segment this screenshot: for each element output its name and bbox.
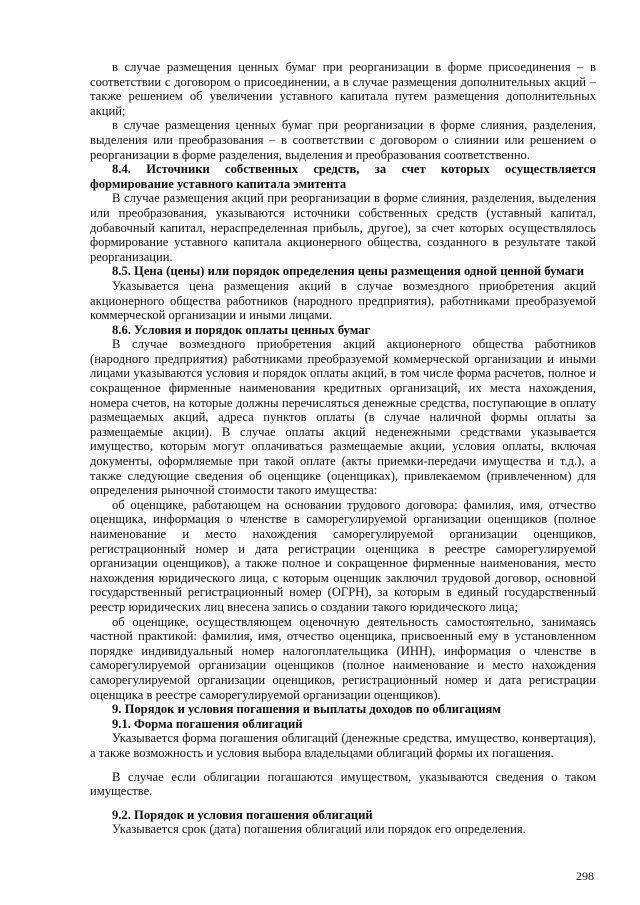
paragraph-merger-placement: в случае размещения ценных бумаг при реорганизации в форме присоединения – в соответствии с договором о присоединении, а в случае размещения дополнительных акций – также решением об увеличении уставного капитала путем размещения дополнительных акций; — [90, 60, 596, 118]
document-page — [90, 60, 596, 837]
text-9-2: Указывается срок (дата) погашения облигаций или порядок его определения. — [112, 822, 526, 837]
text-9-1-property: В случае если облигации погашаются имуществом, указываются сведения о таком имуществе. — [90, 769, 596, 799]
text-8-4: В случае размещения акций при реорганизации в форме слияния, разделения, выделения или преобразования, указываются источники собственных средств (уставный капитал, добавочный капитал, нераспределенная прибыль, другое), за счет которых осуществлялось формирование уставного капитала акционерного общества, созданного в результате такой реорганизации. — [90, 191, 596, 264]
heading-8-6: 8.6. Условия и порядок оплаты ценных бумаг — [112, 322, 371, 337]
text-8-6-employed-appraiser: об оценщике, работающем на основании трудового договора: фамилия, имя, отчество оценщика, информация о членстве в саморегулируемой организации оценщиков (полное наименование и место нахождения саморегулируемой организации оценщиков, регистрационный номер и дата регистрации оценщика в реестре саморегулируемой организации оценщиков), а также полное и сокращенное фирменные наименования, место нахождения юридического лица, с которым оценщик заключил трудовой договор, основной государственный регистрационный номер (ОГРН), за которым в единый государственный реестр юридических лиц внесена запись о создании такого юридического лица; — [90, 497, 596, 614]
heading-9: 9. Порядок и условия погашения и выплаты доходов по облигациям — [112, 702, 501, 717]
heading-9-2: 9.2. Порядок и условия погашения облигаций — [112, 807, 373, 822]
text-9-1-form: Указывается форма погашения облигаций (денежные средства, имущество, конвертация), а также возможность и условия выбора владельцами облигаций формы их погашения. — [90, 731, 596, 760]
text-8-6-private-appraiser: об оценщике, осуществляющем оценочную деятельность самостоятельно, занимаясь частной практикой: фамилия, имя, отчество оценщика, присвоенный ему в установленном порядке индивидуальный номер налогоплательщика (ИНН), информация о членстве в саморегулируемой организации оценщиков (полное наименование и место нахождения саморегулируемой организации оценщиков, регистрационный номер и дата регистрации оценщика в реестре саморегулируемой организации оценщиков). — [90, 614, 596, 702]
heading-8-5: 8.5. Цена (цены) или порядок определения цены размещения одной ценной бумаги — [112, 264, 585, 279]
paragraph-reorganization-placement: в случае размещения ценных бумаг при реорганизации в форме слияния, разделения, выделения или преобразования – в соответствии с договором о слиянии или решением о реорганизации в форме разделения, выделения и преобразования соответственно. — [90, 118, 596, 162]
text-8-6-payment: В случае возмездного приобретения акций акционерного общества работников (народного предприятия) работниками преобразуемой коммерческой организации и иными лицами указываются условия и порядок оплаты акций, в том числе форма расчетов, полное и сокращенное фирменные наименования кредитных организаций, их места нахождения, номера счетов, на которые должны перечисляться денежные средства, поступающие в оплату размещаемых акций, адреса пунктов оплаты (в случае наличной формы оплаты за размещаемые акции). В случае оплаты акций неденежными средствами указывается имущество, которым могут оплачиваться размещаемые акции, условия оплаты, включая документы, оформляемые при такой оплате (акты приемки-передачи имущества и т.д.), а также следующие сведения об оценщике (оценщиках), привлекаемом (привлеченном) для определения рыночной стоимости такого имущества: — [90, 337, 596, 498]
heading-9-1: 9.1. Форма погашения облигаций — [112, 716, 303, 731]
text-8-5: Указывается цена размещения акций в случае возмездного приобретения акций акционерного общества работников (народного предприятия), работниками преобразуемой коммерческой организации и иными лицами. — [90, 278, 596, 323]
page-number: 298 — [576, 869, 594, 883]
heading-8-4: 8.4. Источники собственных средств, за счет которых осуществляется формирование уставного капитала эмитента — [90, 162, 596, 191]
